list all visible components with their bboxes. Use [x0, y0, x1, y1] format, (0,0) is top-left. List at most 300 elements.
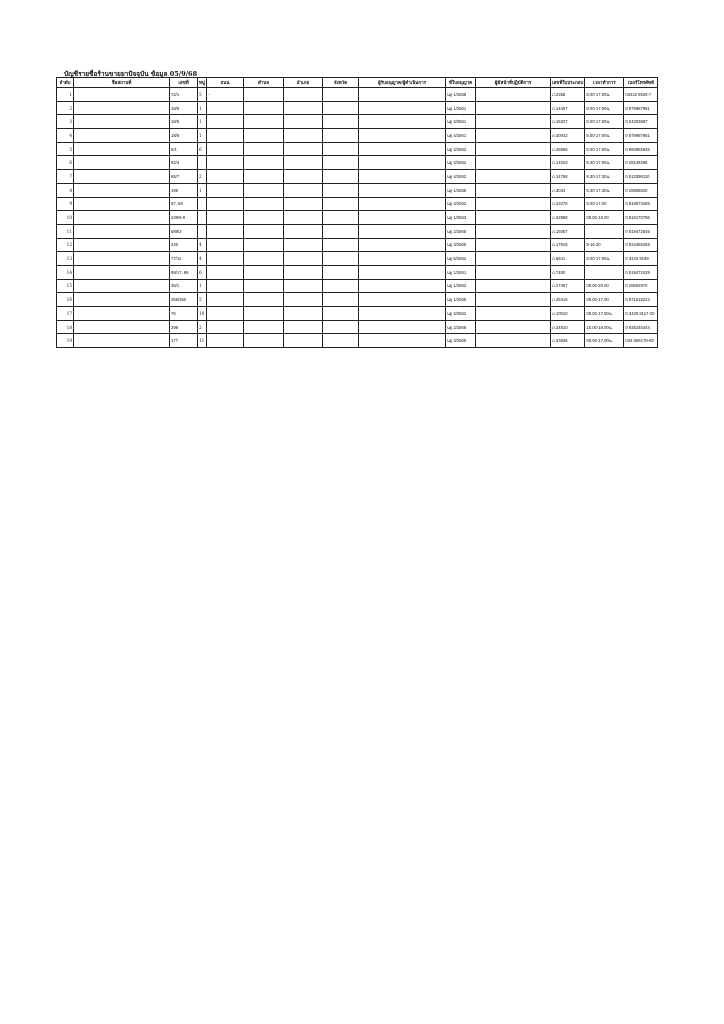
cell-addr: 65/7 — [170, 170, 198, 184]
cell-phone: 0 28895820 — [624, 183, 658, 197]
cell-phone: 0 879987951 — [624, 101, 658, 115]
cell-province — [323, 293, 359, 307]
cell-amphoe — [284, 115, 323, 129]
cell-tambon — [244, 197, 284, 211]
cell-license-no: นฐ 1/2565 — [446, 293, 476, 307]
cell-pharmacist — [476, 320, 551, 334]
cell-amphoe — [284, 129, 323, 143]
cell-licensee — [359, 265, 446, 279]
cell-license-no: นฐ 3/2562 — [446, 197, 476, 211]
table-row — [57, 224, 658, 238]
cell-moo: 1 — [198, 101, 207, 115]
cell-amphoe — [284, 88, 323, 102]
cell-moo: 1 — [198, 115, 207, 129]
cell-tambon — [244, 183, 284, 197]
cell-moo: 6 — [198, 142, 207, 156]
cell-province — [323, 320, 359, 334]
cell-province — [323, 156, 359, 170]
cell-moo: 5 — [198, 88, 207, 102]
cell-pharmacist — [476, 211, 551, 225]
cell-moo — [198, 197, 207, 211]
cell-no: 12 — [57, 238, 74, 252]
cell-license-no: นฐ 2/2561 — [446, 115, 476, 129]
cell-addr: 259/350 — [170, 293, 198, 307]
cell-phone: 0 879987951 — [624, 129, 658, 143]
cell-name — [74, 320, 170, 334]
cell-moo: 4 — [198, 252, 207, 266]
cell-pharm-license: ภ.33836 — [551, 334, 585, 348]
cell-province — [323, 129, 359, 143]
cell-province — [323, 334, 359, 348]
table-row — [57, 265, 658, 279]
cell-licensee — [359, 197, 446, 211]
cell-license-no: นฐ 3/2565 — [446, 238, 476, 252]
cell-addr: 35/1 — [170, 279, 198, 293]
cell-amphoe — [284, 142, 323, 156]
cell-hours: 08.00-17.00น. — [585, 334, 624, 348]
cell-province — [323, 265, 359, 279]
cell-pharm-license: ภ.34810 — [551, 320, 585, 334]
cell-hours: 8.30-17.30น. — [585, 170, 624, 184]
cell-tambon — [244, 238, 284, 252]
cell-license-no: นฐ 4/2561 — [446, 129, 476, 143]
cell-no: 9 — [57, 197, 74, 211]
cell-addr: 99/17, 99 — [170, 265, 198, 279]
cell-name — [74, 129, 170, 143]
cell-no: 8 — [57, 183, 74, 197]
col-header-moo: หมู่ — [198, 78, 207, 88]
cell-tambon — [244, 88, 284, 102]
cell-pharmacist — [476, 293, 551, 307]
cell-hours: 09.00-17.00 — [585, 293, 624, 307]
col-header-province: จังหวัด — [323, 78, 359, 88]
cell-no: 14 — [57, 265, 74, 279]
cell-province — [323, 252, 359, 266]
cell-road — [207, 183, 244, 197]
cell-name — [74, 334, 170, 348]
table-row — [57, 293, 658, 307]
cell-tambon — [244, 170, 284, 184]
cell-road — [207, 197, 244, 211]
cell-tambon — [244, 279, 284, 293]
cell-amphoe — [284, 183, 323, 197]
cell-phone: 0 818170796 — [624, 211, 658, 225]
cell-name — [74, 279, 170, 293]
cell-pharm-license: ภ.14023 — [551, 156, 585, 170]
cell-road — [207, 293, 244, 307]
table-row — [57, 170, 658, 184]
cell-road — [207, 224, 244, 238]
cell-license-no: นฐ 1/2561 — [446, 101, 476, 115]
cell-license-no: นฐ 2/2566 — [446, 320, 476, 334]
cell-province — [323, 307, 359, 321]
cell-addr: 245 — [170, 238, 198, 252]
cell-road — [207, 142, 244, 156]
col-header-license-no: ที่ใบอนุญาต — [446, 78, 476, 88]
cell-license-no: นฐ 3/2566 — [446, 334, 476, 348]
cell-amphoe — [284, 211, 323, 225]
cell-road — [207, 279, 244, 293]
cell-road: - — [207, 88, 244, 102]
cell-pharmacist — [476, 238, 551, 252]
cell-road — [207, 156, 244, 170]
cell-pharm-license: ภ.19357 — [551, 224, 585, 238]
cell-license-no: นฐ 2/2565 — [446, 224, 476, 238]
cell-license-no: นฐ 3/2562 — [446, 142, 476, 156]
cell-name — [74, 265, 170, 279]
cell-amphoe — [284, 279, 323, 293]
table-row — [57, 238, 658, 252]
cell-addr: 239/6-9 — [170, 211, 198, 225]
cell-licensee — [359, 183, 446, 197]
cell-road — [207, 101, 244, 115]
cell-amphoe — [284, 224, 323, 238]
cell-pharm-license: ภ.32988 — [551, 211, 585, 225]
cell-licensee — [359, 115, 446, 129]
cell-pharm-license: ภ.17915 — [551, 238, 585, 252]
cell-licensee — [359, 129, 446, 143]
cell-moo: 11 — [198, 334, 207, 348]
cell-moo — [198, 156, 207, 170]
col-header-licensee: ผู้รับอนุญาต/ผู้ดำเนินการ — [359, 78, 446, 88]
cell-licensee — [359, 156, 446, 170]
cell-amphoe — [284, 293, 323, 307]
cell-hours: 8.00-17.00น. — [585, 88, 624, 102]
cell-province — [323, 88, 359, 102]
cell-tambon — [244, 211, 284, 225]
cell-phone: 0 813398110 — [624, 170, 658, 184]
table-row — [57, 183, 658, 197]
table-row — [57, 129, 658, 143]
table-row — [57, 142, 658, 156]
cell-hours: 8.00-17.00น. — [585, 142, 624, 156]
cell-road — [207, 170, 244, 184]
cell-no: 15 — [57, 279, 74, 293]
table-header-row — [57, 78, 658, 88]
cell-tambon — [244, 252, 284, 266]
cell-province — [323, 279, 359, 293]
cell-pharm-license: ภ.14768 — [551, 170, 585, 184]
cell-pharmacist — [476, 101, 551, 115]
cell-province — [323, 224, 359, 238]
col-header-amphoe: อำเภอ — [284, 78, 323, 88]
cell-tambon — [244, 334, 284, 348]
col-header-no: ลำดับ — [57, 78, 74, 88]
cell-addr: 57, 59 — [170, 197, 198, 211]
cell-hours: 8.00-17.00น. — [585, 115, 624, 129]
cell-addr: 199 — [170, 183, 198, 197]
cell-name — [74, 101, 170, 115]
cell-licensee — [359, 334, 446, 348]
cell-tambon — [244, 265, 284, 279]
cell-license-no: นฐ 2/2562 — [446, 156, 476, 170]
cell-province — [323, 238, 359, 252]
cell-moo: 6 — [198, 265, 207, 279]
cell-moo: 5 — [198, 293, 207, 307]
cell-licensee — [359, 307, 446, 321]
cell-addr: 589/3 — [170, 224, 198, 238]
cell-hours: 8.00-17.00น. — [585, 101, 624, 115]
table-row — [57, 88, 658, 102]
cell-name — [74, 224, 170, 238]
cell-pharmacist — [476, 142, 551, 156]
cell-tambon — [244, 129, 284, 143]
cell-licensee — [359, 170, 446, 184]
cell-name — [74, 183, 170, 197]
cell-hours — [585, 265, 624, 279]
cell-pharmacist — [476, 307, 551, 321]
cell-hours — [585, 224, 624, 238]
cell-phone: 0 960955945 — [624, 142, 658, 156]
cell-road — [207, 129, 244, 143]
cell-name — [74, 156, 170, 170]
cell-licensee — [359, 88, 446, 102]
cell-pharmacist — [476, 170, 551, 184]
col-header-tambon: ตำบล — [244, 78, 284, 88]
table-row — [57, 320, 658, 334]
table-row — [57, 156, 658, 170]
col-header-hours: เวลาทำการ — [585, 78, 624, 88]
cell-pharm-license: ภ.25416 — [551, 293, 585, 307]
cell-province — [323, 115, 359, 129]
cell-pharm-license: ภ.26665 — [551, 142, 585, 156]
cell-pharm-license: ภ.10010 — [551, 307, 585, 321]
cell-license-no: นฐ 1/2562 — [446, 279, 476, 293]
cell-hours: 10.00-18.00น. — [585, 320, 624, 334]
cell-name — [74, 115, 170, 129]
cell-no: 18 — [57, 320, 74, 334]
cell-license-no: นฐ 1/2563 — [446, 211, 476, 225]
cell-licensee — [359, 101, 446, 115]
cell-no: 2 — [57, 101, 74, 115]
cell-hours: 8.00-17.00 — [585, 197, 624, 211]
cell-no: 11 — [57, 224, 74, 238]
cell-amphoe — [284, 265, 323, 279]
cell-no: 4 — [57, 129, 74, 143]
cell-pharmacist — [476, 115, 551, 129]
cell-pharmacist — [476, 129, 551, 143]
cell-phone: 0 24203887 — [624, 115, 658, 129]
cell-addr: 299 — [170, 320, 198, 334]
cell-moo: 1 — [198, 129, 207, 143]
pharmacy-table — [56, 77, 658, 348]
table-row — [57, 334, 658, 348]
cell-road — [207, 320, 244, 334]
cell-no: 10 — [57, 211, 74, 225]
cell-amphoe — [284, 334, 323, 348]
cell-amphoe — [284, 101, 323, 115]
cell-addr: 76 — [170, 307, 198, 321]
cell-no: 5 — [57, 142, 74, 156]
cell-no: 19 — [57, 334, 74, 348]
cell-name — [74, 293, 170, 307]
cell-phone: 0 28002970 — [624, 279, 658, 293]
cell-addr: 177 — [170, 334, 198, 348]
col-header-name: ชื่อสถานที่ — [74, 78, 170, 88]
cell-pharm-license: ภ.23276 — [551, 197, 585, 211]
cell-pharm-license: ภ.27457 — [551, 279, 585, 293]
cell-tambon — [244, 224, 284, 238]
table-row — [57, 211, 658, 225]
cell-phone: 034-355179-80 — [624, 334, 658, 348]
cell-phone: 0 935245444 — [624, 320, 658, 334]
cell-province — [323, 170, 359, 184]
cell-addr: 18/9 — [170, 101, 198, 115]
cell-pharmacist — [476, 156, 551, 170]
cell-tambon — [244, 101, 284, 115]
cell-hours: 08.00-20.00 — [585, 279, 624, 293]
cell-hours: 08.00-18.00 — [585, 211, 624, 225]
cell-licensee — [359, 252, 446, 266]
cell-moo: 10 — [198, 307, 207, 321]
cell-no: 1 — [57, 88, 74, 102]
cell-name — [74, 170, 170, 184]
cell-addr: 92/3 — [170, 156, 198, 170]
cell-pharm-license: ภ.15327 — [551, 115, 585, 129]
cell-province — [323, 183, 359, 197]
col-header-phone: เบอร์โทรศัพท์ — [624, 78, 658, 88]
cell-no: 7 — [57, 170, 74, 184]
cell-pharm-license: ภ.6641 — [551, 252, 585, 266]
cell-road — [207, 211, 244, 225]
cell-pharmacist — [476, 334, 551, 348]
cell-province — [323, 211, 359, 225]
cell-hours: 9-16.30 — [585, 238, 624, 252]
cell-amphoe — [284, 238, 323, 252]
cell-moo: 2 — [198, 320, 207, 334]
cell-road — [207, 115, 244, 129]
cell-licensee — [359, 142, 446, 156]
cell-name — [74, 307, 170, 321]
cell-name — [74, 238, 170, 252]
cell-moo: 1 — [198, 279, 207, 293]
cell-province — [323, 197, 359, 211]
cell-phone: 0 924455259 — [624, 238, 658, 252]
cell-hours: 08.00-17.00น. — [585, 307, 624, 321]
cell-phone: 03432 6925-7 — [624, 88, 658, 102]
cell-road — [207, 265, 244, 279]
cell-hours: 8.00-17.00น. — [585, 252, 624, 266]
cell-pharm-license: ภ.40042 — [551, 129, 585, 143]
cell-amphoe — [284, 252, 323, 266]
cell-moo — [198, 211, 207, 225]
cell-pharm-license: ภ.3034 — [551, 183, 585, 197]
cell-phone: 0 3429 8117-20 — [624, 307, 658, 321]
cell-name — [74, 211, 170, 225]
cell-license-no: นฐ 1/2558 — [446, 88, 476, 102]
cell-license-no: นฐ 1/2566 — [446, 183, 476, 197]
cell-amphoe — [284, 197, 323, 211]
table-row — [57, 307, 658, 321]
cell-phone: 0 871618222 — [624, 293, 658, 307]
cell-amphoe — [284, 320, 323, 334]
cell-licensee — [359, 224, 446, 238]
cell-hours: 8.00-17.00น. — [585, 129, 624, 143]
table-row — [57, 197, 658, 211]
cell-pharmacist — [476, 265, 551, 279]
cell-amphoe — [284, 170, 323, 184]
cell-licensee — [359, 238, 446, 252]
cell-road — [207, 238, 244, 252]
cell-hours: 8.30-17.30น. — [585, 183, 624, 197]
cell-road — [207, 307, 244, 321]
cell-addr: 5/1 — [170, 142, 198, 156]
cell-licensee — [359, 211, 446, 225]
cell-pharm-license: ภ.14457 — [551, 101, 585, 115]
table-row — [57, 115, 658, 129]
cell-pharmacist — [476, 224, 551, 238]
cell-tambon — [244, 115, 284, 129]
cell-name — [74, 197, 170, 211]
cell-no: 3 — [57, 115, 74, 129]
cell-license-no: นฐ 1/2561 — [446, 265, 476, 279]
cell-name — [74, 252, 170, 266]
cell-licensee — [359, 279, 446, 293]
cell-pharmacist — [476, 88, 551, 102]
cell-pharmacist — [476, 279, 551, 293]
cell-pharm-license: ภ.7450 — [551, 265, 585, 279]
cell-phone: 0 819472545 — [624, 224, 658, 238]
cell-province — [323, 142, 359, 156]
document-title: บัญชีรายชื่อร้านขายยาปัจจุบัน ข้อมูล 05/9/68 — [64, 70, 198, 78]
cell-tambon — [244, 156, 284, 170]
cell-moo: 4 — [198, 238, 207, 252]
cell-no: 16 — [57, 293, 74, 307]
cell-no: 13 — [57, 252, 74, 266]
cell-phone: 0 818673465 — [624, 197, 658, 211]
cell-province — [323, 101, 359, 115]
cell-addr: 72/1 — [170, 88, 198, 102]
table-row — [57, 252, 658, 266]
cell-phone: 0 3433 9199 — [624, 252, 658, 266]
cell-phone: 0 818472429 — [624, 265, 658, 279]
cell-amphoe — [284, 307, 323, 321]
cell-addr: 18/6 — [170, 129, 198, 143]
col-header-pharmacist: ผู้มีหน้าที่ปฏิบัติการ — [476, 78, 551, 88]
cell-road — [207, 252, 244, 266]
cell-moo: 2 — [198, 170, 207, 184]
cell-addr: 18/5 — [170, 115, 198, 129]
cell-licensee — [359, 320, 446, 334]
cell-pharmacist — [476, 252, 551, 266]
col-header-addr: เลขที่ — [170, 78, 198, 88]
cell-license-no: นฐ 5/2562 — [446, 252, 476, 266]
cell-phone: 0 28139296 — [624, 156, 658, 170]
cell-road — [207, 334, 244, 348]
cell-tambon — [244, 142, 284, 156]
cell-pharm-license: ภ.2358 — [551, 88, 585, 102]
cell-moo — [198, 224, 207, 238]
cell-license-no: นฐ 4/2562 — [446, 170, 476, 184]
col-header-road: ถนน — [207, 78, 244, 88]
cell-tambon — [244, 320, 284, 334]
cell-name — [74, 88, 170, 102]
cell-pharmacist — [476, 197, 551, 211]
cell-license-no: นฐ 2/2562 — [446, 307, 476, 321]
cell-name — [74, 142, 170, 156]
cell-tambon — [244, 293, 284, 307]
cell-no: 6 — [57, 156, 74, 170]
cell-addr: 77/11 — [170, 252, 198, 266]
cell-licensee — [359, 293, 446, 307]
cell-moo: 1 — [198, 183, 207, 197]
col-header-pharm-license: เลขที่ใบประกอบ — [551, 78, 585, 88]
table-row — [57, 101, 658, 115]
cell-hours: 8.30-17.00น. — [585, 156, 624, 170]
cell-tambon — [244, 307, 284, 321]
table-body — [57, 88, 658, 348]
cell-pharmacist — [476, 183, 551, 197]
